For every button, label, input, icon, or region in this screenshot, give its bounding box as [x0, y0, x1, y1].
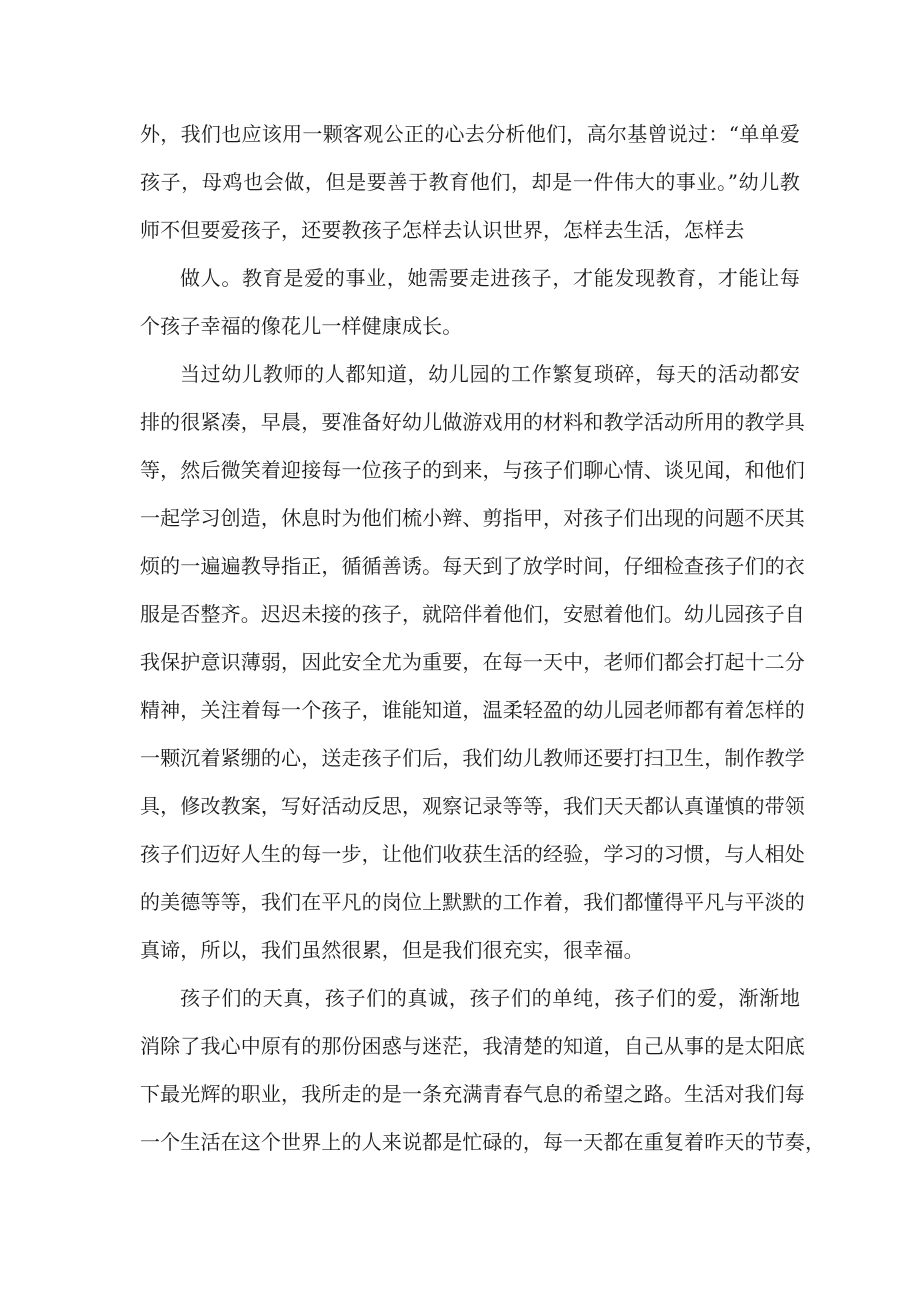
text-line: 真谛，所以，我们虽然很累，但是我们很充实，很幸福。 — [140, 938, 644, 962]
text-line: 服是否整齐。迟迟未接的孩子，就陪伴着他们，安慰着他们。幼儿园孩子自 — [140, 602, 805, 626]
text-line: 孩子们的天真，孩子们的真诚，孩子们的单纯，孩子们的爱，渐渐地 — [180, 986, 800, 1010]
text-line: 下最光辉的职业，我所走的是一条充满青春气息的希望之路。生活对我们每 — [140, 1082, 805, 1106]
text-line: 一起学习创造，休息时为他们梳小辫、剪指甲，对孩子们出现的问题不厌其 — [140, 506, 805, 530]
text-line: 排的很紧凑，早晨，要准备好幼儿做游戏用的材料和教学活动所用的教学具 — [140, 410, 805, 434]
text-line: 一个生活在这个世界上的人来说都是忙碌的，每一天都在重复着昨天的节奏， — [140, 1130, 826, 1154]
text-line: 我保护意识薄弱，因此安全尤为重要，在每一天中，老师们都会打起十二分 — [140, 650, 805, 674]
text-line: 消除了我心中原有的那份困惑与迷茫，我清楚的知道，自己从事的是太阳底 — [140, 1034, 805, 1058]
text-line: 的美德等等，我们在平凡的岗位上默默的工作着，我们都懂得平凡与平淡的 — [140, 890, 805, 914]
text-line: 当过幼儿教师的人都知道，幼儿园的工作繁复琐碎，每天的活动都安 — [180, 362, 800, 386]
text-line: 等，然后微笑着迎接每一位孩子的到来，与孩子们聊心情、谈见闻，和他们 — [140, 458, 805, 482]
text-line: 做人。教育是爱的事业，她需要走进孩子，才能发现教育，才能让每 — [180, 266, 800, 290]
text-line: 师不但要爱孩子，还要教孩子怎样去认识世界，怎样去生活，怎样去 — [140, 218, 745, 242]
text-line: 外，我们也应该用一颗客观公正的心去分析他们，高尔基曾说过：“单单爱 — [140, 122, 800, 146]
text-line: 具，修改教案，写好活动反思，观察记录等等，我们天天都认真谨慎的带领 — [140, 794, 805, 818]
text-line: 个孩子幸福的像花儿一样健康成长。 — [140, 314, 463, 338]
text-line: 孩子们迈好人生的每一步，让他们收获生活的经验，学习的习惯，与人相处 — [140, 842, 805, 866]
text-line: 烦的一遍遍教导指正，循循善诱。每天到了放学时间，仔细检查孩子们的衣 — [140, 554, 805, 578]
text-line: 一颗沉着紧绷的心，送走孩子们后，我们幼儿教师还要打扫卫生，制作教学 — [140, 746, 805, 770]
text-line: 孩子，母鸡也会做，但是要善于教育他们，却是一件伟大的事业。”幼儿教 — [140, 170, 800, 194]
text-line: 精神，关注着每一个孩子，谁能知道，温柔轻盈的幼儿园老师都有着怎样的 — [140, 698, 805, 722]
